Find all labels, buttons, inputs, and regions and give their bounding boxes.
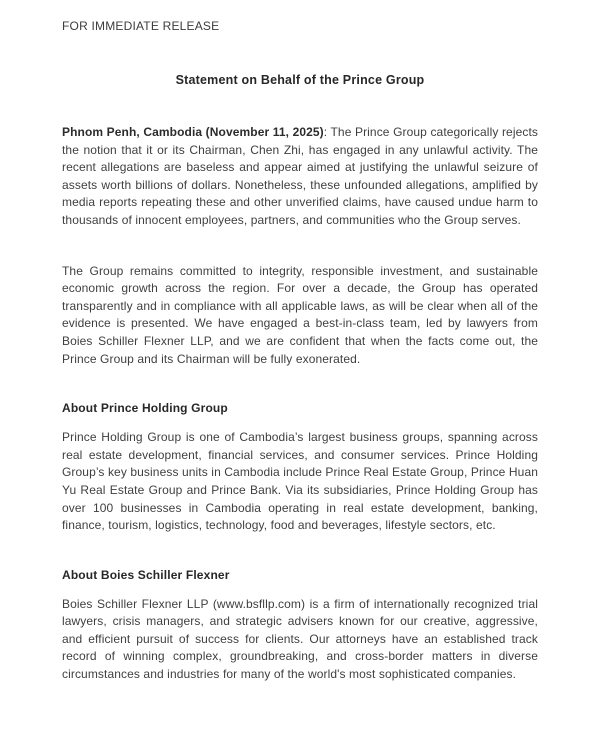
document-title: Statement on Behalf of the Prince Group (175, 73, 425, 87)
section-heading-prince-holding-group: About Prince Holding Group (62, 401, 228, 416)
paragraph-about-boies-schiller-flexner: Boies Schiller Flexner LLP (www.bsfllp.com) is a firm of internationally recognized trial lawyers, crisis managers, and strategic advisers known for our creative, aggressive, and efficient pursuit of success for clients. Our attorneys have an established track record of winning complex, groundbreaking, and cross-border matters in diverse circumstances and industries for many of the world's most sophisticated companies. (62, 596, 538, 682)
paragraph-about-prince-holding-group: Prince Holding Group is one of Cambodia’s largest business groups, spanning across real estate development, financial services, and consumer services. Prince Holding Group’s key business units in Cambodia include Prince Real Estate Group, Prince Huan Yu Real Estate Group and Prince Bank. Via its subsidiaries, Prince Holding Group has over 100 businesses in Cambodia operating in real estate development, banking, finance, tourism, logistics, technology, food and beverages, lifestyle sectors, etc. (62, 430, 538, 533)
section-heading-boies-schiller-flexner: About Boies Schiller Flexner (62, 567, 230, 582)
paragraph-statement-1 (62, 124, 538, 230)
paragraph-statement-2: The Group remains committed to integrity, responsible investment, and sustainable economic growth across the region. For over a decade, the Group has operated transparently and in compliance with all applicable laws, as will be clear when all of the evidence is presented. We have engaged a best-in-class team, led by lawyers from Boies Schiller Flexner LLP, and we are confident that when the facts come out, the Prince Group and its Chairman will be fully exonerated. (62, 263, 538, 366)
dateline: Phnom Penh, Cambodia (November 11, 2025) (62, 125, 324, 139)
release-line: FOR IMMEDIATE RELEASE (62, 19, 220, 33)
paragraph-statement-1-text: : The Prince Group categorically rejects the notion that it or its Chairman, Chen Zhi, has engaged in any unlawful activity. The recent allegations are baseless and appear aimed at justifying the unlawful seizure of assets worth billions of dollars. Nonetheless, these unfounded allegations, amplified by media reports repeating these and other unverified claims, have caused undue harm to thousands of innocent employees, partners, and communities who the Group serves. (62, 125, 538, 227)
